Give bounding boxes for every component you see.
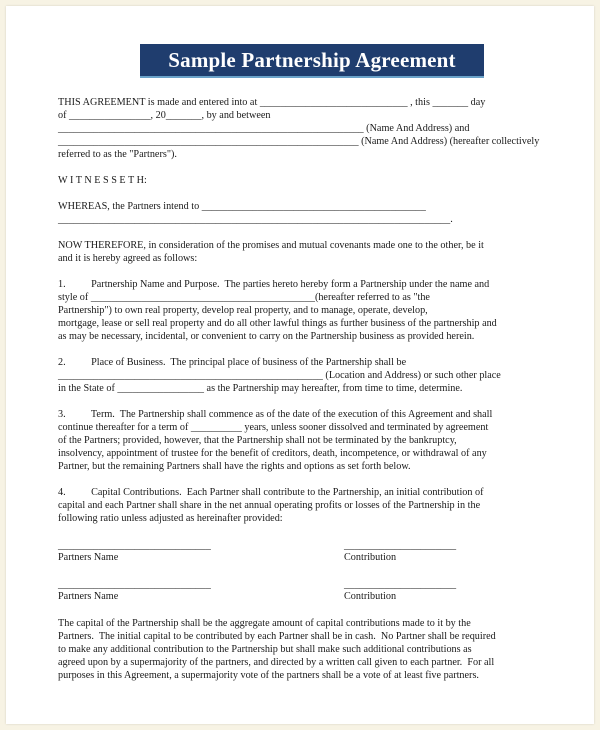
- section-2-line: ____________________________________________________ (Location and Address) or such other place: [58, 370, 501, 381]
- whereas-line: WHEREAS, the Partners intend to ____________________________________________: [58, 201, 426, 212]
- section-4-line: capital and each Partner shall share in the net annual operating profits or losses of the Partnership in the: [58, 500, 481, 511]
- section-4-line: 4. Capital Contributions. Each Partner shall contribute to the Partnership, an initial contribution of: [58, 487, 484, 498]
- contribution-line: ______________________: [344, 579, 457, 590]
- intro-line: of ________________, 20_______, by and between: [58, 110, 271, 121]
- section-1-line: 1. Partnership Name and Purpose. The parties hereto hereby form a Partnership under the name and: [58, 279, 490, 290]
- whereas-line: _____________________________________________________________________________.: [58, 214, 453, 225]
- section-1-line: Partnership") to own real property, develop real property, and to manage, operate, develop,: [58, 305, 428, 316]
- partner-name-label: Partners Name: [58, 552, 119, 563]
- section-3-line: continue thereafter for a term of __________ years, unless sooner dissolved and terminated by agreement: [58, 422, 489, 433]
- now-therefore-line: and it is hereby agreed as follows:: [58, 253, 198, 264]
- partner-name-line: ______________________________: [58, 540, 211, 551]
- section-1-line: mortgage, lease or sell real property and do all other lawful things as further business of the partnership and: [58, 318, 497, 329]
- document-title: Sample Partnership Agreement: [140, 44, 484, 78]
- partner-name-line: ______________________________: [58, 579, 211, 590]
- partner-name-label: Partners Name: [58, 591, 119, 602]
- section-3-line: insolvency, appointment of trustee for the benefit of creditors, death, incompetence, or withdrawal of any: [58, 448, 487, 459]
- closing-line: The capital of the Partnership shall be the aggregate amount of capital contributions made to it by the: [58, 618, 471, 629]
- contribution-label: Contribution: [344, 591, 397, 602]
- intro-line: referred to as the "Partners").: [58, 149, 177, 160]
- contribution-line: ______________________: [344, 540, 457, 551]
- section-3-line: 3. Term. The Partnership shall commence as of the date of the execution of this Agreement and shall: [58, 409, 493, 420]
- intro-line: THIS AGREEMENT is made and entered into at _____________________________ , this _______ day: [58, 97, 486, 108]
- closing-line: purposes in this Agreement, a supermajority vote of the partners shall be a vote of at least five partners.: [58, 670, 479, 681]
- section-1-line: as may be necessary, incidental, or convenient to carry on the Partnership business as provided herein.: [58, 331, 475, 342]
- now-therefore-line: NOW THEREFORE, in consideration of the promises and mutual covenants made one to the other, be it: [58, 240, 484, 251]
- section-2-line: 2. Place of Business. The principal place of business of the Partnership shall be: [58, 357, 407, 368]
- intro-line: ____________________________________________________________ (Name And Address) and: [58, 123, 470, 134]
- closing-line: to make any additional contribution to the Partnership but shall make such additional contributions as: [58, 644, 472, 655]
- section-1-line: style of ____________________________________________(hereafter referred to as "the: [58, 292, 430, 303]
- intro-line: ___________________________________________________________ (Name And Address) (hereafter collectively: [58, 136, 540, 147]
- witnesseth-heading: W I T N E S S E T H:: [58, 175, 147, 186]
- section-3-line: Partner, but the remaining Partners shall have the rights and options as set forth below.: [58, 461, 411, 472]
- closing-line: agreed upon by a supermajority of the partners, and directed by a written call given to each partner. For all: [58, 657, 495, 668]
- section-4-line: following ratio unless adjusted as hereinafter provided:: [58, 513, 283, 524]
- section-3-line: of the Partners; provided, however, that the Partnership shall not be terminated by the bankruptcy,: [58, 435, 457, 446]
- closing-line: Partners. The initial capital to be contributed by each Partner shall be in cash. No Partner shall be required: [58, 631, 496, 642]
- section-2-line: in the State of _________________ as the Partnership may hereafter, from time to time, determine.: [58, 383, 463, 394]
- contribution-label: Contribution: [344, 552, 397, 563]
